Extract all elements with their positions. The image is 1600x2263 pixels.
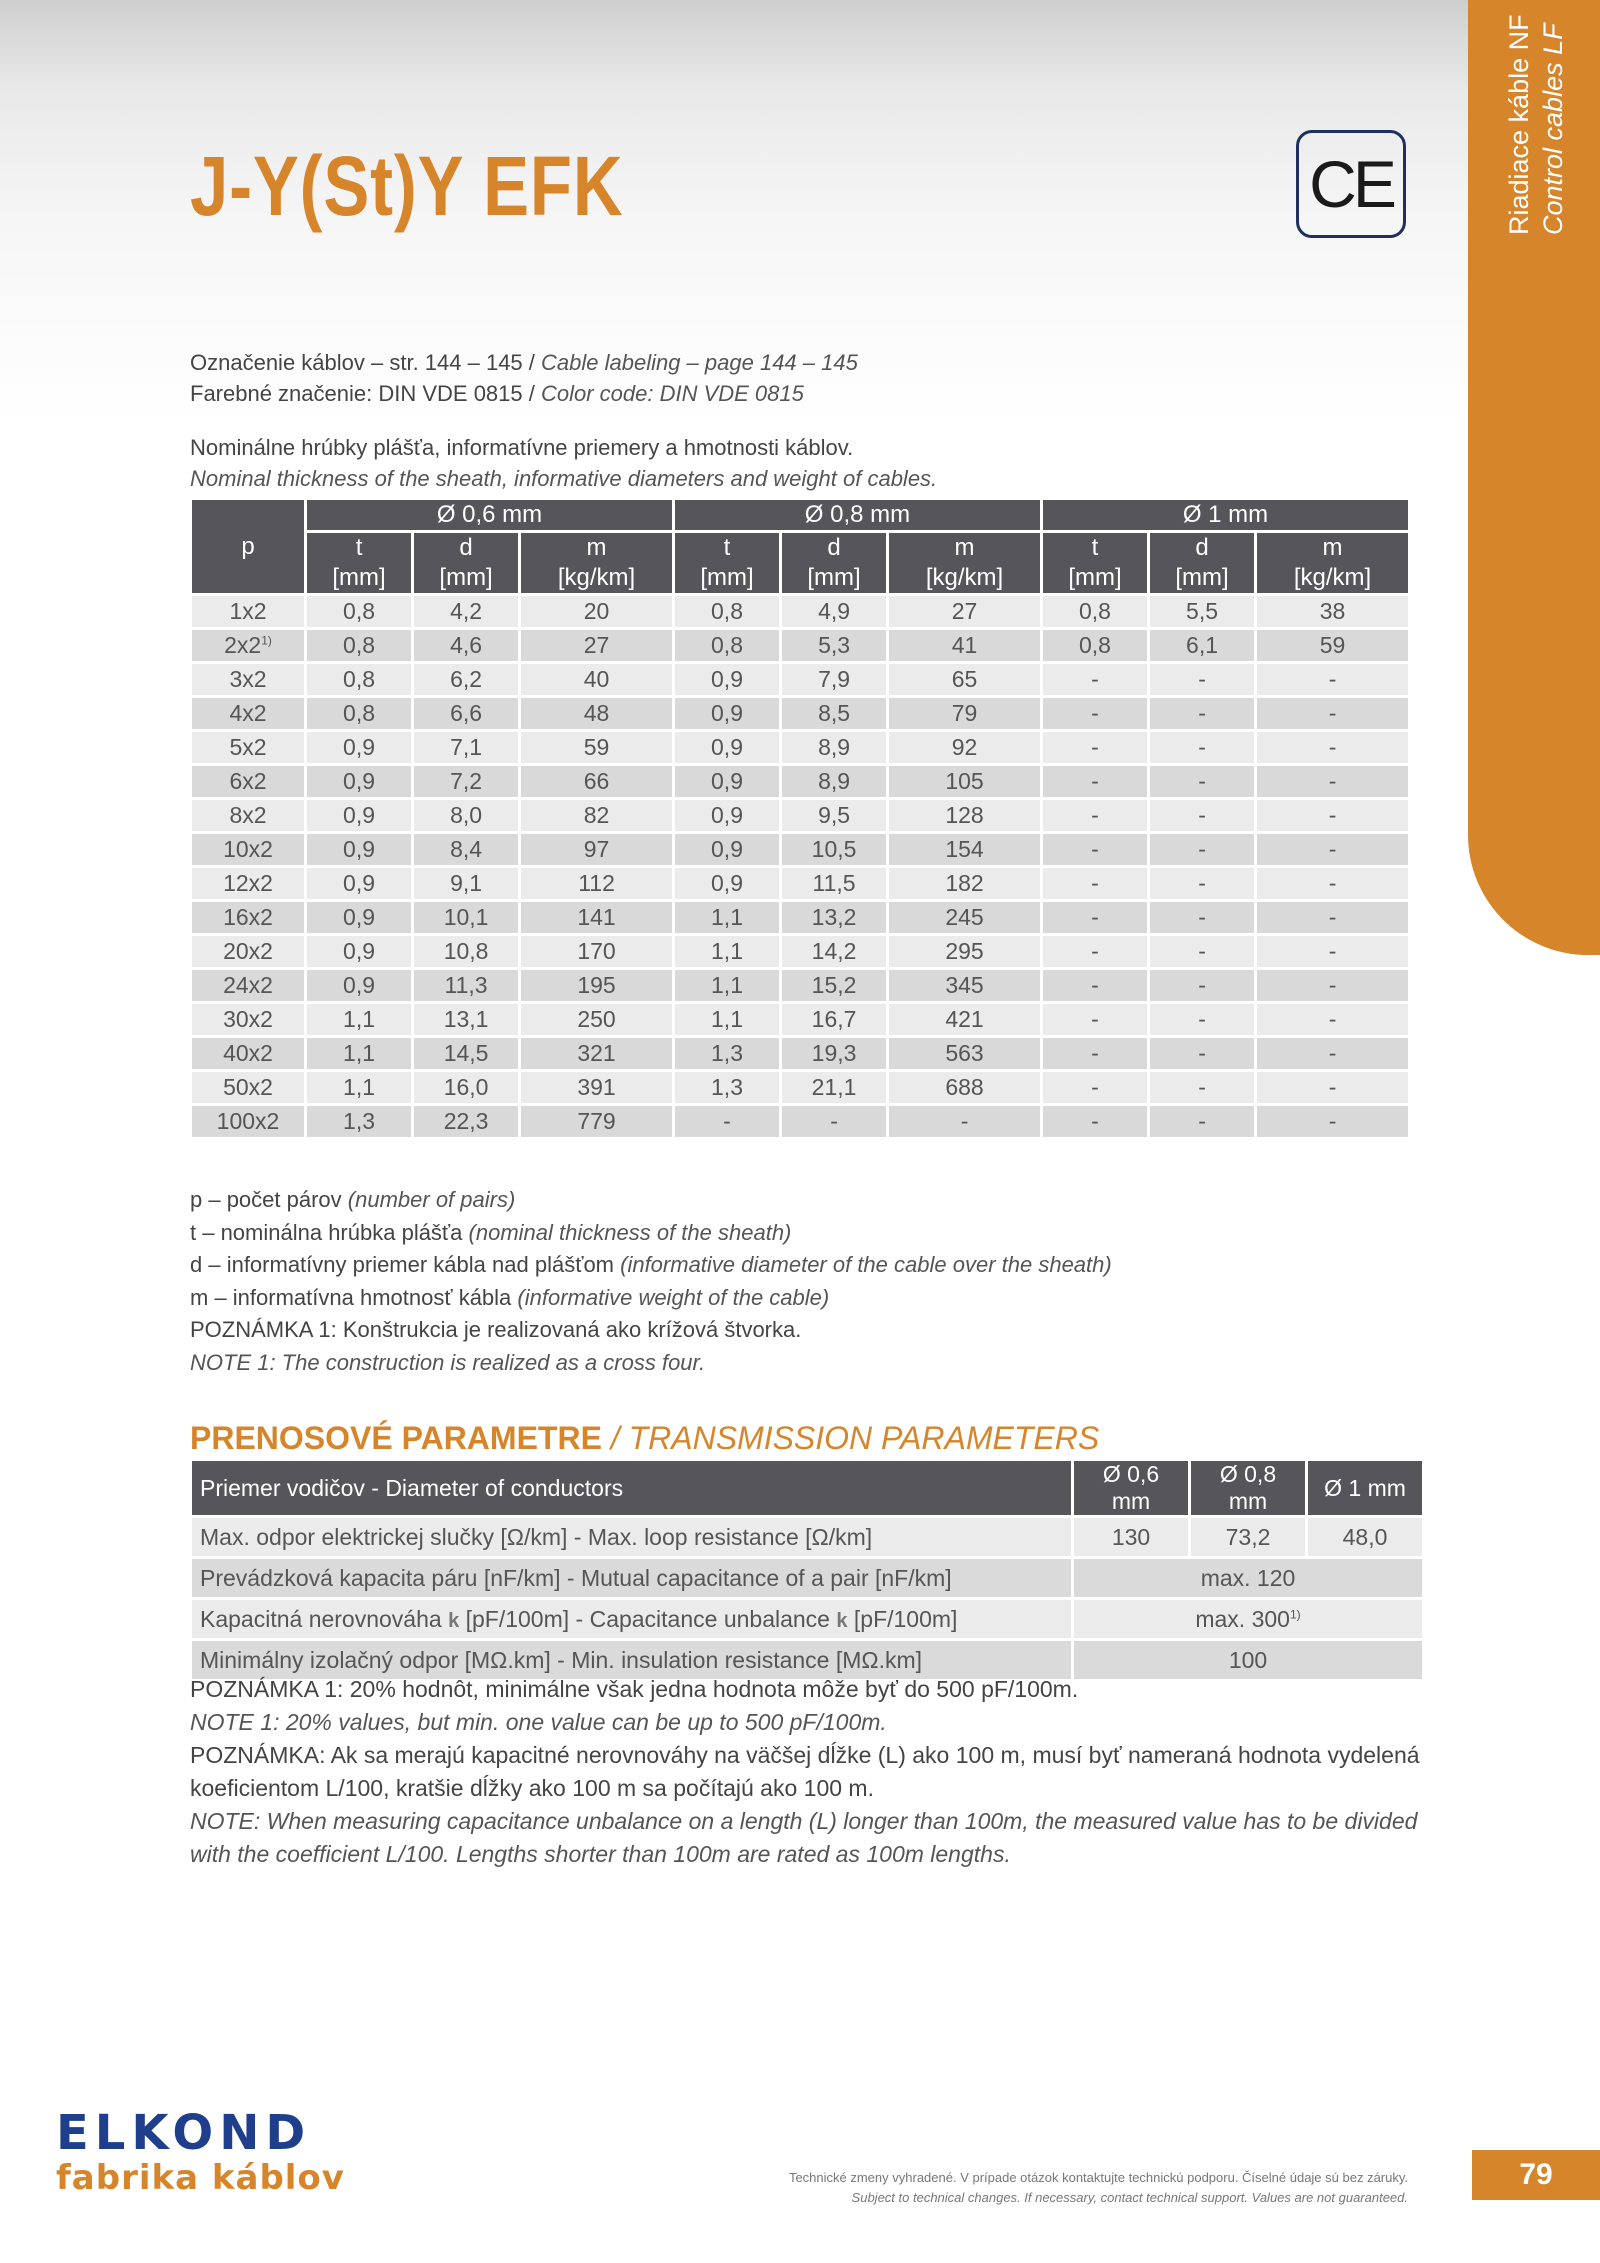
note-2-sk: POZNÁMKA: Ak sa merajú kapacitné nerovnováhy na väčšej dĺžke (L) ako 100 m, musí byť nameraná hodnota vydelená koeficientom L/100, kratšie dĺžky ako 100 m sa počítajú ako 100 m. bbox=[190, 1742, 1420, 1801]
table-cell: 0,8 bbox=[1043, 596, 1147, 627]
col-header-m: m [kg/km] bbox=[1257, 533, 1408, 593]
tx-header-10: Ø 1 mm bbox=[1308, 1461, 1422, 1515]
table-cell: 79 bbox=[889, 698, 1040, 729]
table-cell: 59 bbox=[521, 732, 672, 763]
table-cell: 0,9 bbox=[307, 732, 411, 763]
intro-cable-labeling: Označenie káblov – str. 144 – 145 / Cable labeling – page 144 – 145 Farebné značenie: DIN VDE 0815 / Color code: DIN VDE 0815 bbox=[190, 350, 858, 406]
tx-header-label: Priemer vodičov - Diameter of conductors bbox=[192, 1461, 1071, 1515]
note-1-en: NOTE 1: 20% values, but min. one value can be up to 500 pF/100m. bbox=[190, 1709, 887, 1735]
table-cell: 779 bbox=[521, 1106, 672, 1137]
cable-spec-table bbox=[189, 497, 1411, 1140]
table-cell: 170 bbox=[521, 936, 672, 967]
table-cell: 154 bbox=[889, 834, 1040, 865]
table-cell: - bbox=[1150, 732, 1254, 763]
tx-cell: 130 bbox=[1074, 1518, 1188, 1556]
intro-table-description: Nominálne hrúbky plášťa, informatívne priemery a hmotnosti káblov. Nominal thickness of the sheath, informative diameters and weight of cables. bbox=[190, 435, 938, 491]
table-cell: 14,5 bbox=[414, 1038, 518, 1069]
k-symbol-icon: k bbox=[448, 1609, 460, 1632]
col-header-d: d [mm] bbox=[1150, 533, 1254, 593]
note-2-en: NOTE: When measuring capacitance unbalance on a length (L) longer than 100m, the measured value has to be divided with the coefficient L/100. Lengths shorter than 100m are rated as 100m lengths. bbox=[190, 1808, 1418, 1867]
table-cell: 59 bbox=[1257, 630, 1408, 661]
table-row bbox=[192, 1072, 1408, 1103]
table-cell: - bbox=[1257, 834, 1408, 865]
table-cell: 0,8 bbox=[1043, 630, 1147, 661]
pairs-cell: 5x2 bbox=[192, 732, 304, 763]
table-cell: 321 bbox=[521, 1038, 672, 1069]
table-cell: - bbox=[1257, 698, 1408, 729]
transmission-notes bbox=[190, 1673, 1420, 1871]
table-cell: 7,2 bbox=[414, 766, 518, 797]
footer-disclaimer: Technické zmeny vyhradené. V prípade otázok kontaktujte technickú podporu. Číselné údaje sú bez záruky. Subject to technical changes. If necessary, contact technical support. Values are not guaranteed. bbox=[788, 2170, 1408, 2205]
table-cell: 8,0 bbox=[414, 800, 518, 831]
table-cell: - bbox=[675, 1106, 779, 1137]
table-cell: 4,6 bbox=[414, 630, 518, 661]
tx-cell: 100 bbox=[1074, 1641, 1422, 1679]
pairs-cell: 100x2 bbox=[192, 1106, 304, 1137]
table-cell: 0,9 bbox=[307, 766, 411, 797]
table-cell: - bbox=[1257, 1004, 1408, 1035]
group-header-06: Ø 0,6 mm bbox=[307, 500, 672, 530]
table-cell: 1,1 bbox=[675, 1004, 779, 1035]
table-cell: 15,2 bbox=[782, 970, 886, 1001]
table-row bbox=[192, 936, 1408, 967]
table-cell: 11,3 bbox=[414, 970, 518, 1001]
table-cell: 16,0 bbox=[414, 1072, 518, 1103]
table-cell: - bbox=[782, 1106, 886, 1137]
table-cell: - bbox=[1150, 1072, 1254, 1103]
table-cell: 7,9 bbox=[782, 664, 886, 695]
tx-cell: 48,0 bbox=[1308, 1518, 1422, 1556]
table-cell: 295 bbox=[889, 936, 1040, 967]
table-cell: - bbox=[1257, 1072, 1408, 1103]
table-cell: - bbox=[1150, 936, 1254, 967]
table-cell: 48 bbox=[521, 698, 672, 729]
table-cell: 0,9 bbox=[675, 834, 779, 865]
table-cell: - bbox=[1150, 902, 1254, 933]
table-cell: - bbox=[1257, 800, 1408, 831]
table-row bbox=[192, 1559, 1422, 1597]
table-cell: 19,3 bbox=[782, 1038, 886, 1069]
table-cell: 0,8 bbox=[307, 596, 411, 627]
pairs-cell: 16x2 bbox=[192, 902, 304, 933]
table-cell: 40 bbox=[521, 664, 672, 695]
table-cell: 421 bbox=[889, 1004, 1040, 1035]
table-cell: 0,8 bbox=[675, 596, 779, 627]
table-cell: 6,1 bbox=[1150, 630, 1254, 661]
col-header-d: d [mm] bbox=[414, 533, 518, 593]
table-cell: 16,7 bbox=[782, 1004, 886, 1035]
pairs-cell: 30x2 bbox=[192, 1004, 304, 1035]
pairs-cell: 50x2 bbox=[192, 1072, 304, 1103]
table-cell: 1,1 bbox=[307, 1072, 411, 1103]
table-row bbox=[192, 1518, 1422, 1556]
table-cell: 27 bbox=[521, 630, 672, 661]
table-cell: 27 bbox=[889, 596, 1040, 627]
col-header-m: m [kg/km] bbox=[521, 533, 672, 593]
table-cell: 20 bbox=[521, 596, 672, 627]
table-cell: - bbox=[1043, 800, 1147, 831]
table-row bbox=[192, 1106, 1408, 1137]
table-cell: - bbox=[1043, 732, 1147, 763]
legend-line: m – informatívna hmotnosť kábla (informative weight of the cable) bbox=[190, 1284, 830, 1310]
logo-brand: ELKOND bbox=[56, 2105, 312, 2161]
table-cell: 66 bbox=[521, 766, 672, 797]
table-cell: 5,3 bbox=[782, 630, 886, 661]
elkond-logo bbox=[56, 2105, 345, 2198]
pairs-cell: 10x2 bbox=[192, 834, 304, 865]
table-cell: 0,9 bbox=[675, 868, 779, 899]
table-cell: - bbox=[1043, 1072, 1147, 1103]
table-cell: 10,5 bbox=[782, 834, 886, 865]
table-cell: 38 bbox=[1257, 596, 1408, 627]
pairs-cell: 40x2 bbox=[192, 1038, 304, 1069]
table-cell: 13,2 bbox=[782, 902, 886, 933]
table-cell: 0,9 bbox=[307, 868, 411, 899]
table-cell: 0,9 bbox=[307, 800, 411, 831]
pairs-cell: 20x2 bbox=[192, 936, 304, 967]
table-cell: 9,5 bbox=[782, 800, 886, 831]
tx-header-08: Ø 0,8 mm bbox=[1191, 1461, 1305, 1515]
table-row bbox=[192, 732, 1408, 763]
table-cell: - bbox=[889, 1106, 1040, 1137]
table-row bbox=[192, 698, 1408, 729]
table-cell: 10,8 bbox=[414, 936, 518, 967]
pairs-cell: 1x2 bbox=[192, 596, 304, 627]
table-cell: - bbox=[1043, 664, 1147, 695]
table-cell: 8,4 bbox=[414, 834, 518, 865]
tx-cell: max. 300$^{1)}$ bbox=[1074, 1600, 1422, 1638]
table-cell: - bbox=[1043, 902, 1147, 933]
table-cell: - bbox=[1150, 800, 1254, 831]
table-cell: 8,9 bbox=[782, 732, 886, 763]
table-cell: 105 bbox=[889, 766, 1040, 797]
legend-line: t – nominálna hrúbka plášťa (nominal thickness of the sheath) bbox=[190, 1219, 792, 1245]
table-row bbox=[192, 834, 1408, 865]
abbreviation-legend bbox=[190, 1184, 1112, 1379]
logo-subtitle: fabrika káblov bbox=[56, 2158, 345, 2198]
table-cell: - bbox=[1257, 970, 1408, 1001]
table-cell: 1,1 bbox=[307, 1004, 411, 1035]
table-cell: 41 bbox=[889, 630, 1040, 661]
table-cell: - bbox=[1043, 1106, 1147, 1137]
table-cell: 0,9 bbox=[675, 800, 779, 831]
table-cell: - bbox=[1043, 834, 1147, 865]
table-cell: 97 bbox=[521, 834, 672, 865]
table-cell: 1,1 bbox=[675, 936, 779, 967]
table-cell: - bbox=[1043, 698, 1147, 729]
pairs-cell: 3x2 bbox=[192, 664, 304, 695]
page-number: 79 bbox=[1472, 2150, 1600, 2200]
table-cell: 92 bbox=[889, 732, 1040, 763]
table-cell: 112 bbox=[521, 868, 672, 899]
table-cell: - bbox=[1257, 664, 1408, 695]
note-1-sk: POZNÁMKA 1: 20% hodnôt, minimálne však jedna hodnota môže byť do 500 pF/100m. bbox=[190, 1676, 1079, 1702]
table-cell: - bbox=[1043, 1038, 1147, 1069]
table-cell: - bbox=[1043, 1004, 1147, 1035]
table-cell: 1,3 bbox=[675, 1038, 779, 1069]
col-header-t: t [mm] bbox=[307, 533, 411, 593]
table-cell: - bbox=[1043, 766, 1147, 797]
table-cell: 1,1 bbox=[675, 970, 779, 1001]
table-cell: 688 bbox=[889, 1072, 1040, 1103]
col-header-t: t [mm] bbox=[1043, 533, 1147, 593]
table-cell: 7,1 bbox=[414, 732, 518, 763]
col-header-m: m [kg/km] bbox=[889, 533, 1040, 593]
table-cell: 5,5 bbox=[1150, 596, 1254, 627]
table-cell: - bbox=[1043, 970, 1147, 1001]
table-cell: 0,9 bbox=[675, 698, 779, 729]
table-cell: - bbox=[1257, 1038, 1408, 1069]
table-cell: 0,9 bbox=[675, 766, 779, 797]
table-cell: 0,9 bbox=[675, 732, 779, 763]
tx-header-06: Ø 0,6 mm bbox=[1074, 1461, 1188, 1515]
tx-row-label: Kapacitná nerovnováha k [pF/100m] - Capacitance unbalance k [pF/100m] bbox=[192, 1600, 1071, 1638]
table-cell: 1,3 bbox=[675, 1072, 779, 1103]
table-cell: 0,8 bbox=[675, 630, 779, 661]
pairs-cell: 4x2 bbox=[192, 698, 304, 729]
table-cell: 250 bbox=[521, 1004, 672, 1035]
table-cell: 0,8 bbox=[307, 698, 411, 729]
table-cell: - bbox=[1257, 868, 1408, 899]
transmission-table bbox=[189, 1458, 1425, 1682]
table-cell: 0,8 bbox=[307, 630, 411, 661]
col-header-t: t [mm] bbox=[675, 533, 779, 593]
table-cell: - bbox=[1150, 1106, 1254, 1137]
table-cell: 0,9 bbox=[307, 902, 411, 933]
table-cell: 245 bbox=[889, 902, 1040, 933]
table-cell: 345 bbox=[889, 970, 1040, 1001]
k-symbol-icon: k bbox=[836, 1609, 848, 1632]
tx-cell: max. 120 bbox=[1074, 1559, 1422, 1597]
table-cell: 0,8 bbox=[307, 664, 411, 695]
table-cell: 0,9 bbox=[307, 936, 411, 967]
ce-mark-icon: CE bbox=[1296, 130, 1406, 238]
table-row bbox=[192, 800, 1408, 831]
group-header-10: Ø 1 mm bbox=[1043, 500, 1408, 530]
table-cell: - bbox=[1150, 868, 1254, 899]
legend-line: POZNÁMKA 1: Konštrukcia je realizovaná ako krížová štvorka. bbox=[190, 1317, 802, 1342]
pairs-cell: 8x2 bbox=[192, 800, 304, 831]
table-cell: 128 bbox=[889, 800, 1040, 831]
table-cell: - bbox=[1043, 936, 1147, 967]
table-cell: 8,5 bbox=[782, 698, 886, 729]
table-row bbox=[192, 1038, 1408, 1069]
legend-line: p – počet párov (number of pairs) bbox=[190, 1187, 516, 1212]
table-cell: 14,2 bbox=[782, 936, 886, 967]
table-row bbox=[192, 630, 1408, 661]
table-cell: - bbox=[1257, 902, 1408, 933]
side-tab-label-sk: Riadiace káble NF bbox=[1504, 14, 1534, 235]
table-cell: 182 bbox=[889, 868, 1040, 899]
table-row bbox=[192, 664, 1408, 695]
col-header-p: p bbox=[192, 500, 304, 593]
table-cell: 0,9 bbox=[307, 834, 411, 865]
table-cell: 6,2 bbox=[414, 664, 518, 695]
table-cell: - bbox=[1150, 970, 1254, 1001]
table-cell: - bbox=[1043, 868, 1147, 899]
table-cell: 195 bbox=[521, 970, 672, 1001]
table-cell: - bbox=[1257, 732, 1408, 763]
side-tab-label-en: Control cables LF bbox=[1538, 23, 1568, 235]
tx-row-label: Max. odpor elektrickej slučky [Ω/km] - Max. loop resistance [Ω/km] bbox=[192, 1518, 1071, 1556]
table-cell: - bbox=[1150, 834, 1254, 865]
table-row bbox=[192, 902, 1408, 933]
table-cell: - bbox=[1257, 1106, 1408, 1137]
table-cell: 0,9 bbox=[675, 664, 779, 695]
table-cell: - bbox=[1150, 766, 1254, 797]
table-row bbox=[192, 868, 1408, 899]
table-cell: 9,1 bbox=[414, 868, 518, 899]
table-cell: - bbox=[1257, 936, 1408, 967]
table-cell: - bbox=[1150, 1004, 1254, 1035]
pairs-cell: 12x2 bbox=[192, 868, 304, 899]
pairs-cell: 2x2$^{1)}$ bbox=[192, 630, 304, 661]
table-cell: 1,3 bbox=[307, 1106, 411, 1137]
table-cell: 6,6 bbox=[414, 698, 518, 729]
tx-row-label: Prevádzková kapacita páru [nF/km] - Mutual capacitance of a pair [nF/km] bbox=[192, 1559, 1071, 1597]
col-header-d: d [mm] bbox=[782, 533, 886, 593]
table-cell: 563 bbox=[889, 1038, 1040, 1069]
table-cell: 1,1 bbox=[675, 902, 779, 933]
table-cell: 391 bbox=[521, 1072, 672, 1103]
table-cell: 11,5 bbox=[782, 868, 886, 899]
table-cell: 1,1 bbox=[307, 1038, 411, 1069]
table-cell: - bbox=[1257, 766, 1408, 797]
table-cell: 13,1 bbox=[414, 1004, 518, 1035]
product-title: J-Y(St)Y EFK bbox=[190, 139, 624, 233]
pairs-cell: 6x2 bbox=[192, 766, 304, 797]
tx-cell: 73,2 bbox=[1191, 1518, 1305, 1556]
table-row bbox=[192, 1600, 1422, 1638]
table-cell: 10,1 bbox=[414, 902, 518, 933]
legend-line: d – informatívny priemer kábla nad plášťom (informative diameter of the cable over the sheath) bbox=[190, 1252, 1112, 1277]
table-cell: - bbox=[1150, 698, 1254, 729]
transmission-heading: PRENOSOVÉ PARAMETRE / TRANSMISSION PARAMETERS bbox=[190, 1420, 1100, 1456]
table-cell: 141 bbox=[521, 902, 672, 933]
table-row bbox=[192, 596, 1408, 627]
table-cell: 4,9 bbox=[782, 596, 886, 627]
table-row bbox=[192, 766, 1408, 797]
table-cell: - bbox=[1150, 664, 1254, 695]
table-cell: 0,9 bbox=[307, 970, 411, 1001]
table-row bbox=[192, 970, 1408, 1001]
table-cell: 82 bbox=[521, 800, 672, 831]
table-cell: 65 bbox=[889, 664, 1040, 695]
side-tab-text bbox=[1490, 14, 1590, 250]
tx-row-label: Minimálny izolačný odpor [MΩ.km] - Min. insulation resistance [MΩ.km] bbox=[192, 1641, 1071, 1679]
table-row bbox=[192, 1004, 1408, 1035]
table-cell: 21,1 bbox=[782, 1072, 886, 1103]
group-header-08: Ø 0,8 mm bbox=[675, 500, 1040, 530]
legend-line: NOTE 1: The construction is realized as a cross four. bbox=[190, 1349, 706, 1375]
pairs-cell: 24x2 bbox=[192, 970, 304, 1001]
table-cell: - bbox=[1150, 1038, 1254, 1069]
table-cell: 8,9 bbox=[782, 766, 886, 797]
table-cell: 22,3 bbox=[414, 1106, 518, 1137]
table-cell: 4,2 bbox=[414, 596, 518, 627]
